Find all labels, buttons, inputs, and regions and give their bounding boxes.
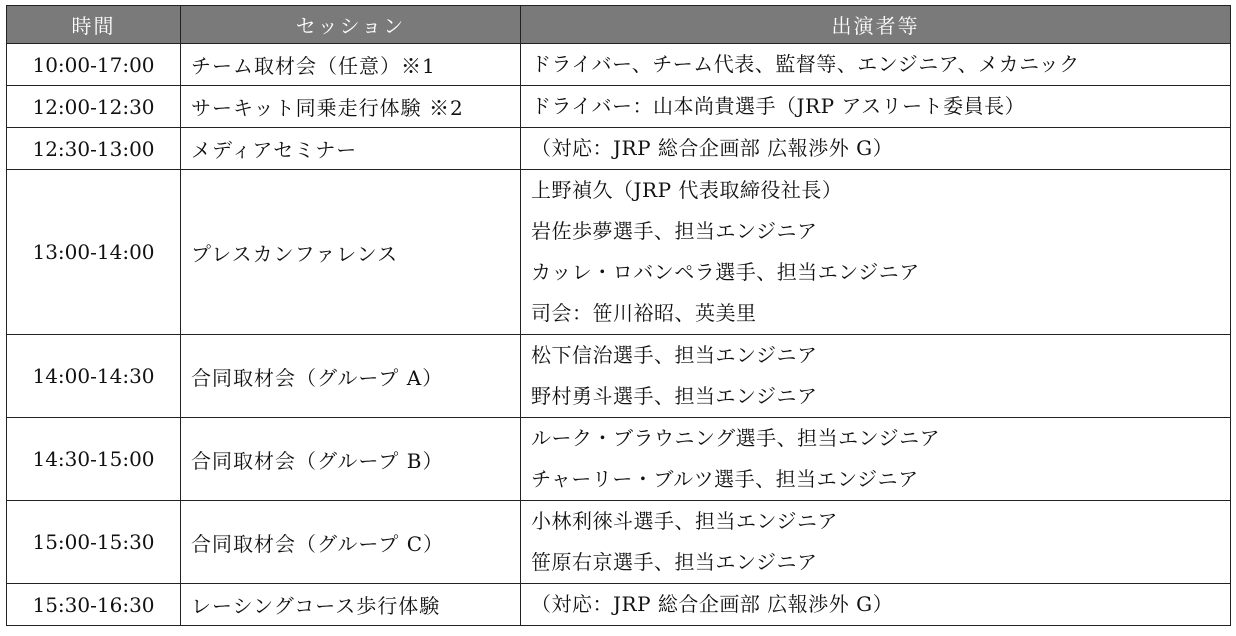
table-row [7, 501, 1231, 584]
performer-line: 野村勇斗選手、担当エンジニア [531, 384, 818, 408]
time-cell: 15:30-16:30 [7, 584, 181, 626]
performers-cell [521, 86, 1231, 128]
performer-line: カッレ・ロバンペラ選手、担当エンジニア [531, 260, 920, 284]
performers-cell [521, 44, 1231, 86]
performers-cell [521, 128, 1231, 170]
performer-line: （対応：JRP 総合企画部 広報渉外 G） [531, 592, 894, 616]
performers-cell [521, 170, 1231, 335]
performer-line: 司会：笹川裕昭、英美里 [531, 301, 757, 325]
table-row [7, 418, 1231, 501]
performers-cell [521, 335, 1231, 418]
time-cell: 14:30-15:00 [7, 418, 181, 501]
header-session: セッション [181, 6, 521, 44]
performer-line: チャーリー・ブルツ選手、担当エンジニア [531, 467, 919, 491]
table-row [7, 584, 1231, 626]
time-cell: 12:00-12:30 [7, 86, 181, 128]
session-cell: 合同取材会（グループ C） [181, 501, 521, 584]
performer-line: ドライバー：山本尚貴選手（JRP アスリート委員長） [531, 94, 1026, 118]
schedule-table-container [6, 5, 1230, 626]
performer-line: ドライバー、チーム代表、監督等、エンジニア、メカニック [531, 52, 1080, 76]
header-row [7, 6, 1231, 44]
performer-line: 松下信治選手、担当エンジニア [531, 343, 818, 367]
performers-cell [521, 501, 1231, 584]
session-cell: 合同取材会（グループ B） [181, 418, 521, 501]
session-cell: チーム取材会（任意）※1 [181, 44, 521, 86]
session-cell: レーシングコース歩行体験 [181, 584, 521, 626]
time-cell: 14:00-14:30 [7, 335, 181, 418]
schedule-table [6, 5, 1231, 626]
performers-cell [521, 418, 1231, 501]
performer-line: 小林利徠斗選手、担当エンジニア [531, 509, 838, 533]
time-cell: 12:30-13:00 [7, 128, 181, 170]
table-row [7, 128, 1231, 170]
performers-cell [521, 584, 1231, 626]
performer-line: ルーク・ブラウニング選手、担当エンジニア [531, 426, 941, 450]
session-cell: サーキット同乗走行体験 ※2 [181, 86, 521, 128]
table-row [7, 86, 1231, 128]
performer-line: 岩佐歩夢選手、担当エンジニア [531, 219, 818, 243]
time-cell: 13:00-14:00 [7, 170, 181, 335]
performer-line: （対応：JRP 総合企画部 広報渉外 G） [531, 136, 894, 160]
performer-line: 笹原右京選手、担当エンジニア [531, 550, 818, 574]
session-cell: プレスカンファレンス [181, 170, 521, 335]
header-performers: 出演者等 [521, 6, 1231, 44]
time-cell: 10:00-17:00 [7, 44, 181, 86]
time-cell: 15:00-15:30 [7, 501, 181, 584]
header-time: 時間 [7, 6, 181, 44]
table-row [7, 170, 1231, 335]
session-cell: 合同取材会（グループ A） [181, 335, 521, 418]
table-row [7, 335, 1231, 418]
performer-line: 上野禎久（JRP 代表取締役社長） [531, 178, 843, 202]
table-row [7, 44, 1231, 86]
session-cell: メディアセミナー [181, 128, 521, 170]
